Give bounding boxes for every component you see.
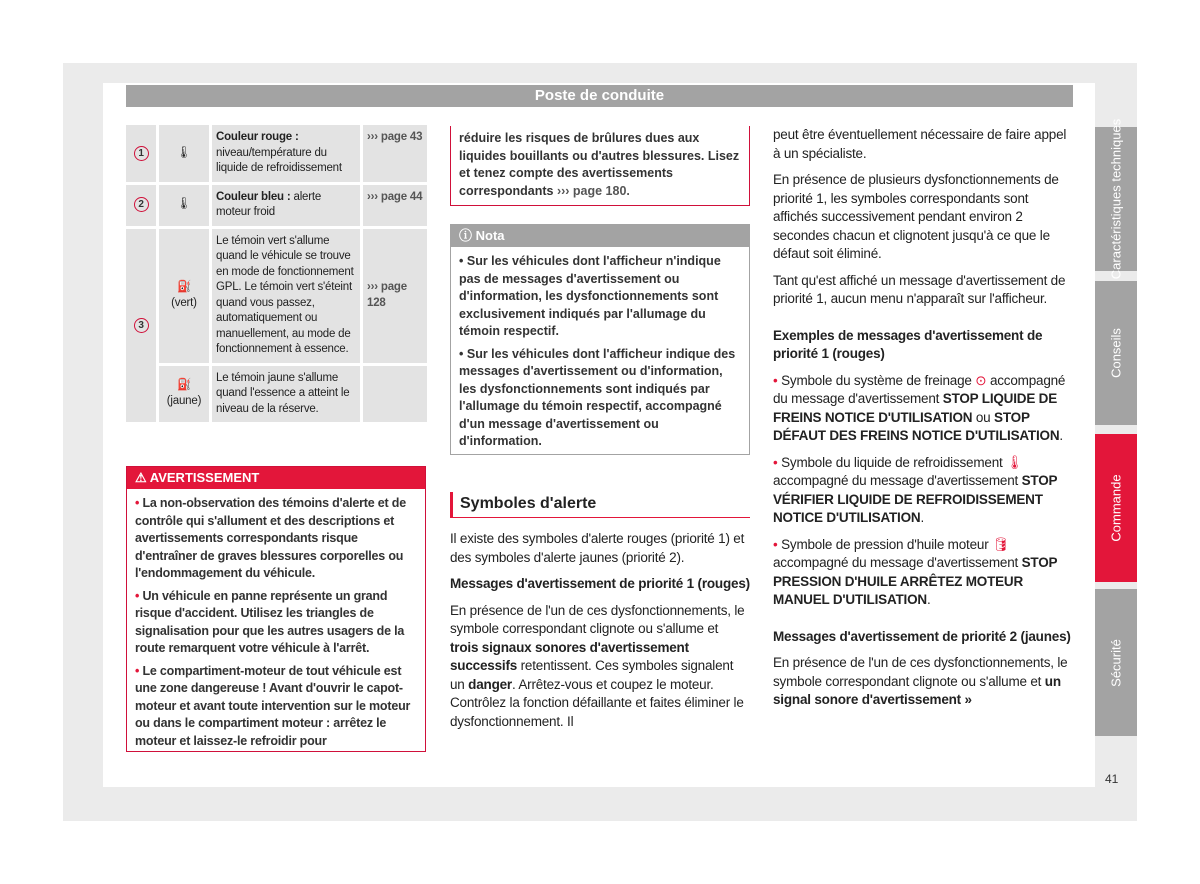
page-title: Poste de conduite — [126, 85, 1073, 107]
subheading: Messages d'avertissement de priorité 2 (jaunes) — [773, 628, 1071, 644]
warning-item: • La non-observation des témoins d'alerte et de contrôle qui s'allument et des descriptions et avertissements correspondants risque d'entraîner de graves blessures corporelles ou l'endommagement du véhicule. — [135, 496, 406, 580]
page-link[interactable]: ››› page 180. — [556, 183, 630, 198]
table-row: 2 🌡 Couleur bleu : alerte moteur froid ››› page 44 — [126, 185, 427, 226]
callout-number: 1 — [134, 146, 149, 161]
fuel-pump-icon: ⛽ — [176, 379, 192, 392]
page-number: 41 — [1105, 772, 1119, 786]
column-3-text: peut être éventuellement nécessaire de faire appel à un spécialiste. En présence de plusieurs dysfonctionnements de priorité 1, les symboles correspondants sont affichés successivement pendant environ 2 secondes chacun et clignotent jusqu'à ce que le défaut soit éliminé. Tant qu'est affiché un message d'avertissement de priorité 1, aucun menu n'apparaît sur l'afficheur. Exemples de messages d'avertissement de priorité 1 (rouges) • Symbole du système de freinage ⊙ accompagné du message d'avertissement STOP LIQUIDE DE FREINS NOTICE D'UTILISATION ou STOP DÉFAUT DES FREINS NOTICE D'UTILISATION. • Symbole du liquide de refroidissement 🌡 accompagné du message d'avertissement STOP VÉRIFIER LIQUIDE DE REFROIDISSEMENT NOTICE D'UTILISATION. • Symbole de pression d'huile moteur 🛢 accompagné du message d'avertissement STOP PRESSION D'HUILE ARRÊTEZ MOTEUR MANUEL D'UTILISATION. Messages d'avertissement de priorité 2 (jaunes) En présence de l'un de ces dysfonctionnements, le symbole correspondant clignote ou s'allume et un signal sonore d'avertissement » — [773, 126, 1073, 718]
column-2-text: Il existe des symboles d'alerte rouges (priorité 1) et des symboles d'alerte jaunes (priorité 2). Messages d'avertissement de priorité 1 (rouges) En présence de l'un de ces dysfonctionnements, le symbole correspondant clignote ou s'allume et trois signaux sonores d'avertissement successifs retentissent. Ces symboles signalent un danger. Arrêtez-vous et coupez le moteur. Contrôlez la fonction défaillante et faites éliminer le dysfonctionnement. Il — [450, 531, 750, 729]
coolant-icon: 🌡 — [176, 146, 192, 159]
note-box: ⓘ Nota • Sur les véhicules dont l'afficheur n'indique pas de messages d'avertissement ou d'information, les dysfonctionnements sont exclusivement indiqués par l'allumage du témoin respectif. • Sur les véhicules dont l'afficheur indique des messages d'avertissement ou d'information, les dysfonctionnements sont indiqués par l'allumage du témoin respectif, accompagné d'un message d'avertissement ou d'information. — [450, 224, 750, 455]
table-row: 1 🌡 Couleur rouge : niveau/température du liquide de refroidissement ››› page 43 — [126, 125, 427, 182]
warning-triangle-icon: ⚠ — [135, 470, 147, 485]
tab-caracteristiques-techniques[interactable]: Caractéristiques techniques — [1095, 127, 1137, 271]
warning-item: • Le compartiment-moteur de tout véhicule est une zone dangereuse ! Avant d'ouvrir le capot-moteur et avant toute intervention sur le moteur ou dans le compartiment moteur : arrêtez le moteur et laissez-le refroidir pour — [135, 663, 411, 748]
info-icon: ⓘ — [459, 228, 473, 243]
warning-box-continued: réduire les risques de brûlures dues aux liquides bouillants ou d'autres blessures. Lisez et tenez compte des avertissements correspondants ››› page 180. — [450, 126, 750, 206]
tab-commande[interactable]: Commande — [1095, 434, 1137, 582]
continued-icon: » — [964, 692, 972, 707]
subheading: Messages d'avertissement de priorité 1 (rouges) — [450, 576, 750, 591]
callout-number: 2 — [134, 197, 149, 212]
oil-can-icon: 🛢 — [992, 536, 1010, 552]
callout-number: 3 — [134, 318, 149, 333]
note-item: • Sur les véhicules dont l'afficheur n'indique pas de messages d'avertissement ou d'information, les dysfonctionnements sont exclusivement indiqués par l'allumage du témoin respectif. — [459, 254, 721, 338]
subheading: Exemples de messages d'avertissement de priorité 1 (rouges) — [773, 327, 1043, 361]
coolant-icon: 🌡 — [176, 198, 192, 211]
section-heading: Symboles d'alerte — [450, 492, 750, 518]
indicator-table — [123, 122, 430, 425]
brake-icon: ⊙ — [975, 372, 987, 388]
tab-conseils[interactable]: Conseils — [1095, 281, 1137, 425]
fuel-pump-icon: ⛽ — [176, 281, 192, 293]
table-row: 3 ⛽ (vert) Le témoin vert s'allume quand le véhicule se trouve en mode de fonctionnement GPL. Le témoin vert s'éteint quand vous passez, automatiquement ou manuellement, au mode de fonctionnement à essence. ››› page 128 — [126, 229, 427, 363]
tab-securite[interactable]: Sécurité — [1095, 589, 1137, 736]
table-row: ⛽ (jaune) Le témoin jaune s'allume quand l'essence a atteint le niveau de la réserve. — [126, 366, 427, 423]
note-item: • Sur les véhicules dont l'afficheur indique des messages d'avertissement ou d'information, les dysfonctionnements sont indiqués par l'allumage du témoin respectif, accompagné d'un message d'avertissement ou d'information. — [459, 346, 736, 448]
warning-item: • Un véhicule en panne représente un grand risque d'accident. Utilisez les triangles de signalisation pour que les autres usagers de la route remarquent votre véhicule à l'arrêt. — [135, 588, 405, 655]
warning-box: ⚠ AVERTISSEMENT • La non-observation des témoins d'alerte et de contrôle qui s'allument et des descriptions et avertissements correspondants risque d'entraîner de graves blessures corporelles ou l'endommagement du véhicule. • Un véhicule en panne représente un grand risque d'accident. Utilisez les triangles de signalisation pour que les autres usagers de la route remarquent votre véhicule à l'arrêt. • Le compartiment-moteur de tout véhicule est une zone dangereuse ! Avant d'ouvrir le capot-moteur et avant toute intervention sur le moteur ou dans le compartiment moteur : arrêtez le moteur et laissez-le refroidir pour — [126, 466, 426, 752]
page-link[interactable]: ››› page 128 — [363, 229, 427, 363]
page-link[interactable]: ››› page 43 — [363, 125, 427, 182]
page-link[interactable]: ››› page 44 — [363, 185, 427, 226]
coolant-icon: 🌡 — [1006, 454, 1024, 470]
